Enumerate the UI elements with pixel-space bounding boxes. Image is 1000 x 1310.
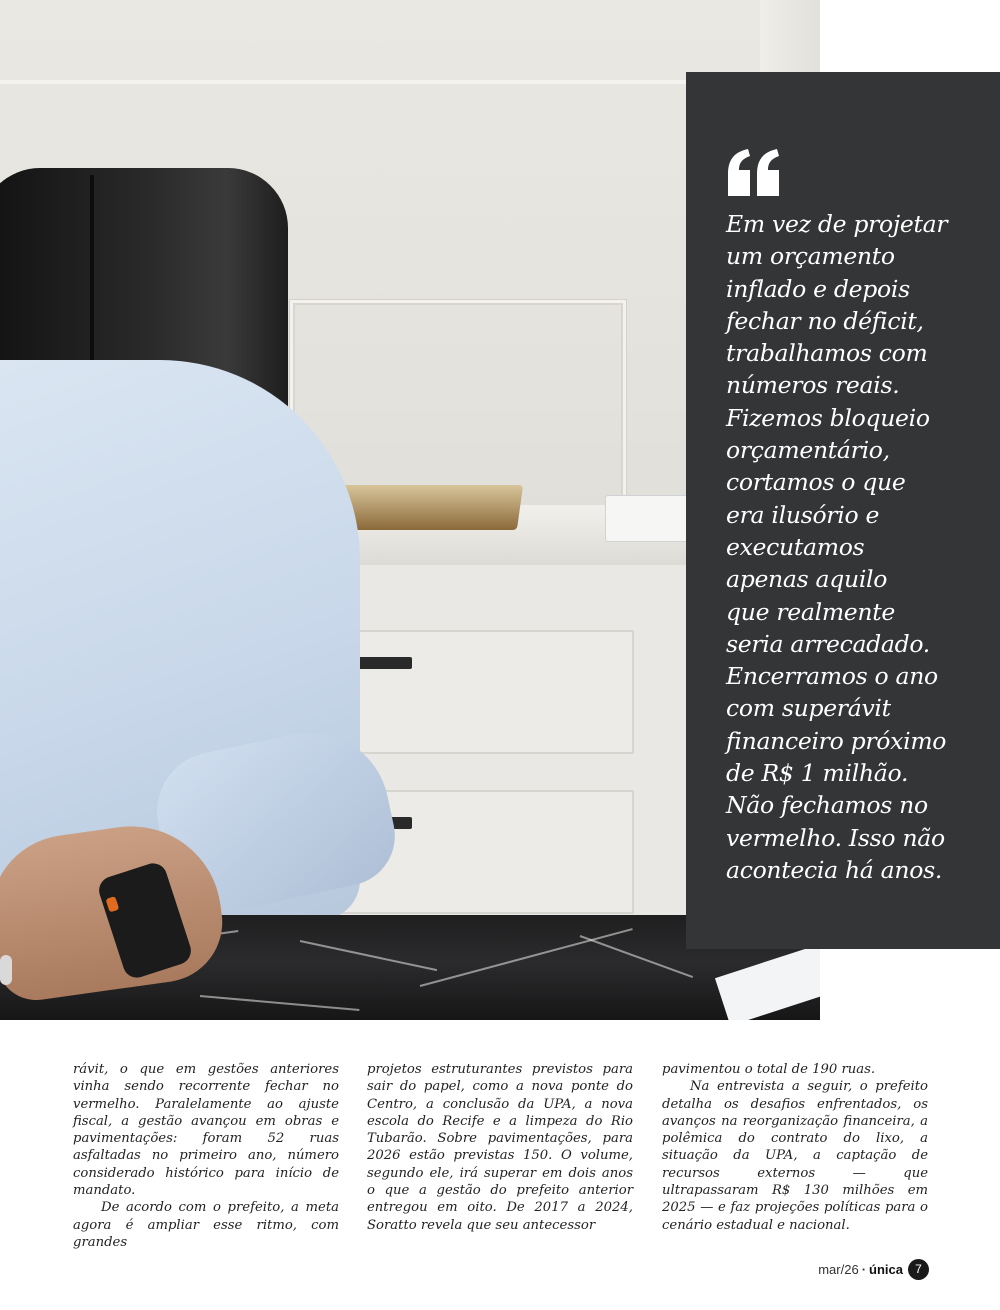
pull-quote-text: Em vez de projetar um orçamento inflado e depois fechar no déficit, trabalhamos com números reais. Fizemos bloqueio orçamentário, cortamos o que era ilusório e executamos apenas aquilo que realmente seria arrecadado. Encerramos o ano com superávit financeiro próximo de R$ 1 milhão. Não fechamos no vermelho. Isso não acontecia há anos. [726, 210, 948, 884]
text-column-1 [73, 1061, 339, 1251]
quotation-mark-icon [726, 148, 782, 198]
text-column-3 [662, 1061, 928, 1234]
paragraph: rávit, o que em gestões anteriores vinha sendo recorrente fechar no vermelho. Paralelamente ao ajuste fiscal, a gestão avançou em obras e pavimentações: foram 52 ruas asfaltadas no primeiro ano, número considerado histórico para início de mandato. [73, 1062, 339, 1199]
paragraph: pavimentou o total de 190 ruas. [662, 1062, 876, 1077]
pull-quote-box [686, 72, 1000, 949]
page-number: 7 [908, 1259, 929, 1280]
marble-vein [420, 928, 633, 987]
footer-separator: · [861, 1261, 867, 1277]
paragraph: De acordo com o prefeito, a meta agora é ampliar esse ritmo, com grandes [73, 1200, 339, 1250]
wedding-ring [0, 955, 12, 985]
magazine-brand: única [869, 1261, 903, 1277]
page-footer [818, 1258, 929, 1280]
paragraph: Na entrevista a seguir, o prefeito detalha os desafios enfrentados, os avanços na reorganização financeira, a polêmica do contrato do lixo, a situação da UPA, a captação de recursos externos — que ultrapassaram R$ 130 milhões em 2025 — e faz projeções políticas para o cenário estadual e nacional. [662, 1079, 928, 1233]
marble-vein [300, 940, 437, 971]
paper-stack [605, 495, 697, 542]
watch-button [105, 896, 119, 912]
marble-vein [200, 995, 360, 1011]
text-column-2 [367, 1061, 633, 1234]
issue-date: mar/26 [818, 1261, 859, 1277]
paragraph: projetos estruturantes previstos para sair do papel, como a nova ponte do Centro, a conclusão da UPA, a nova escola do Recife e a limpeza do Rio Tubarão. Sobre pavimentações, para 2026 estão previstas 150. O volume, segundo ele, irá superar em dois anos o que a gestão do prefeito anterior entregou em oito. De 2017 a 2024, Soratto revela que seu antecessor [367, 1062, 633, 1233]
marble-vein [580, 935, 693, 978]
